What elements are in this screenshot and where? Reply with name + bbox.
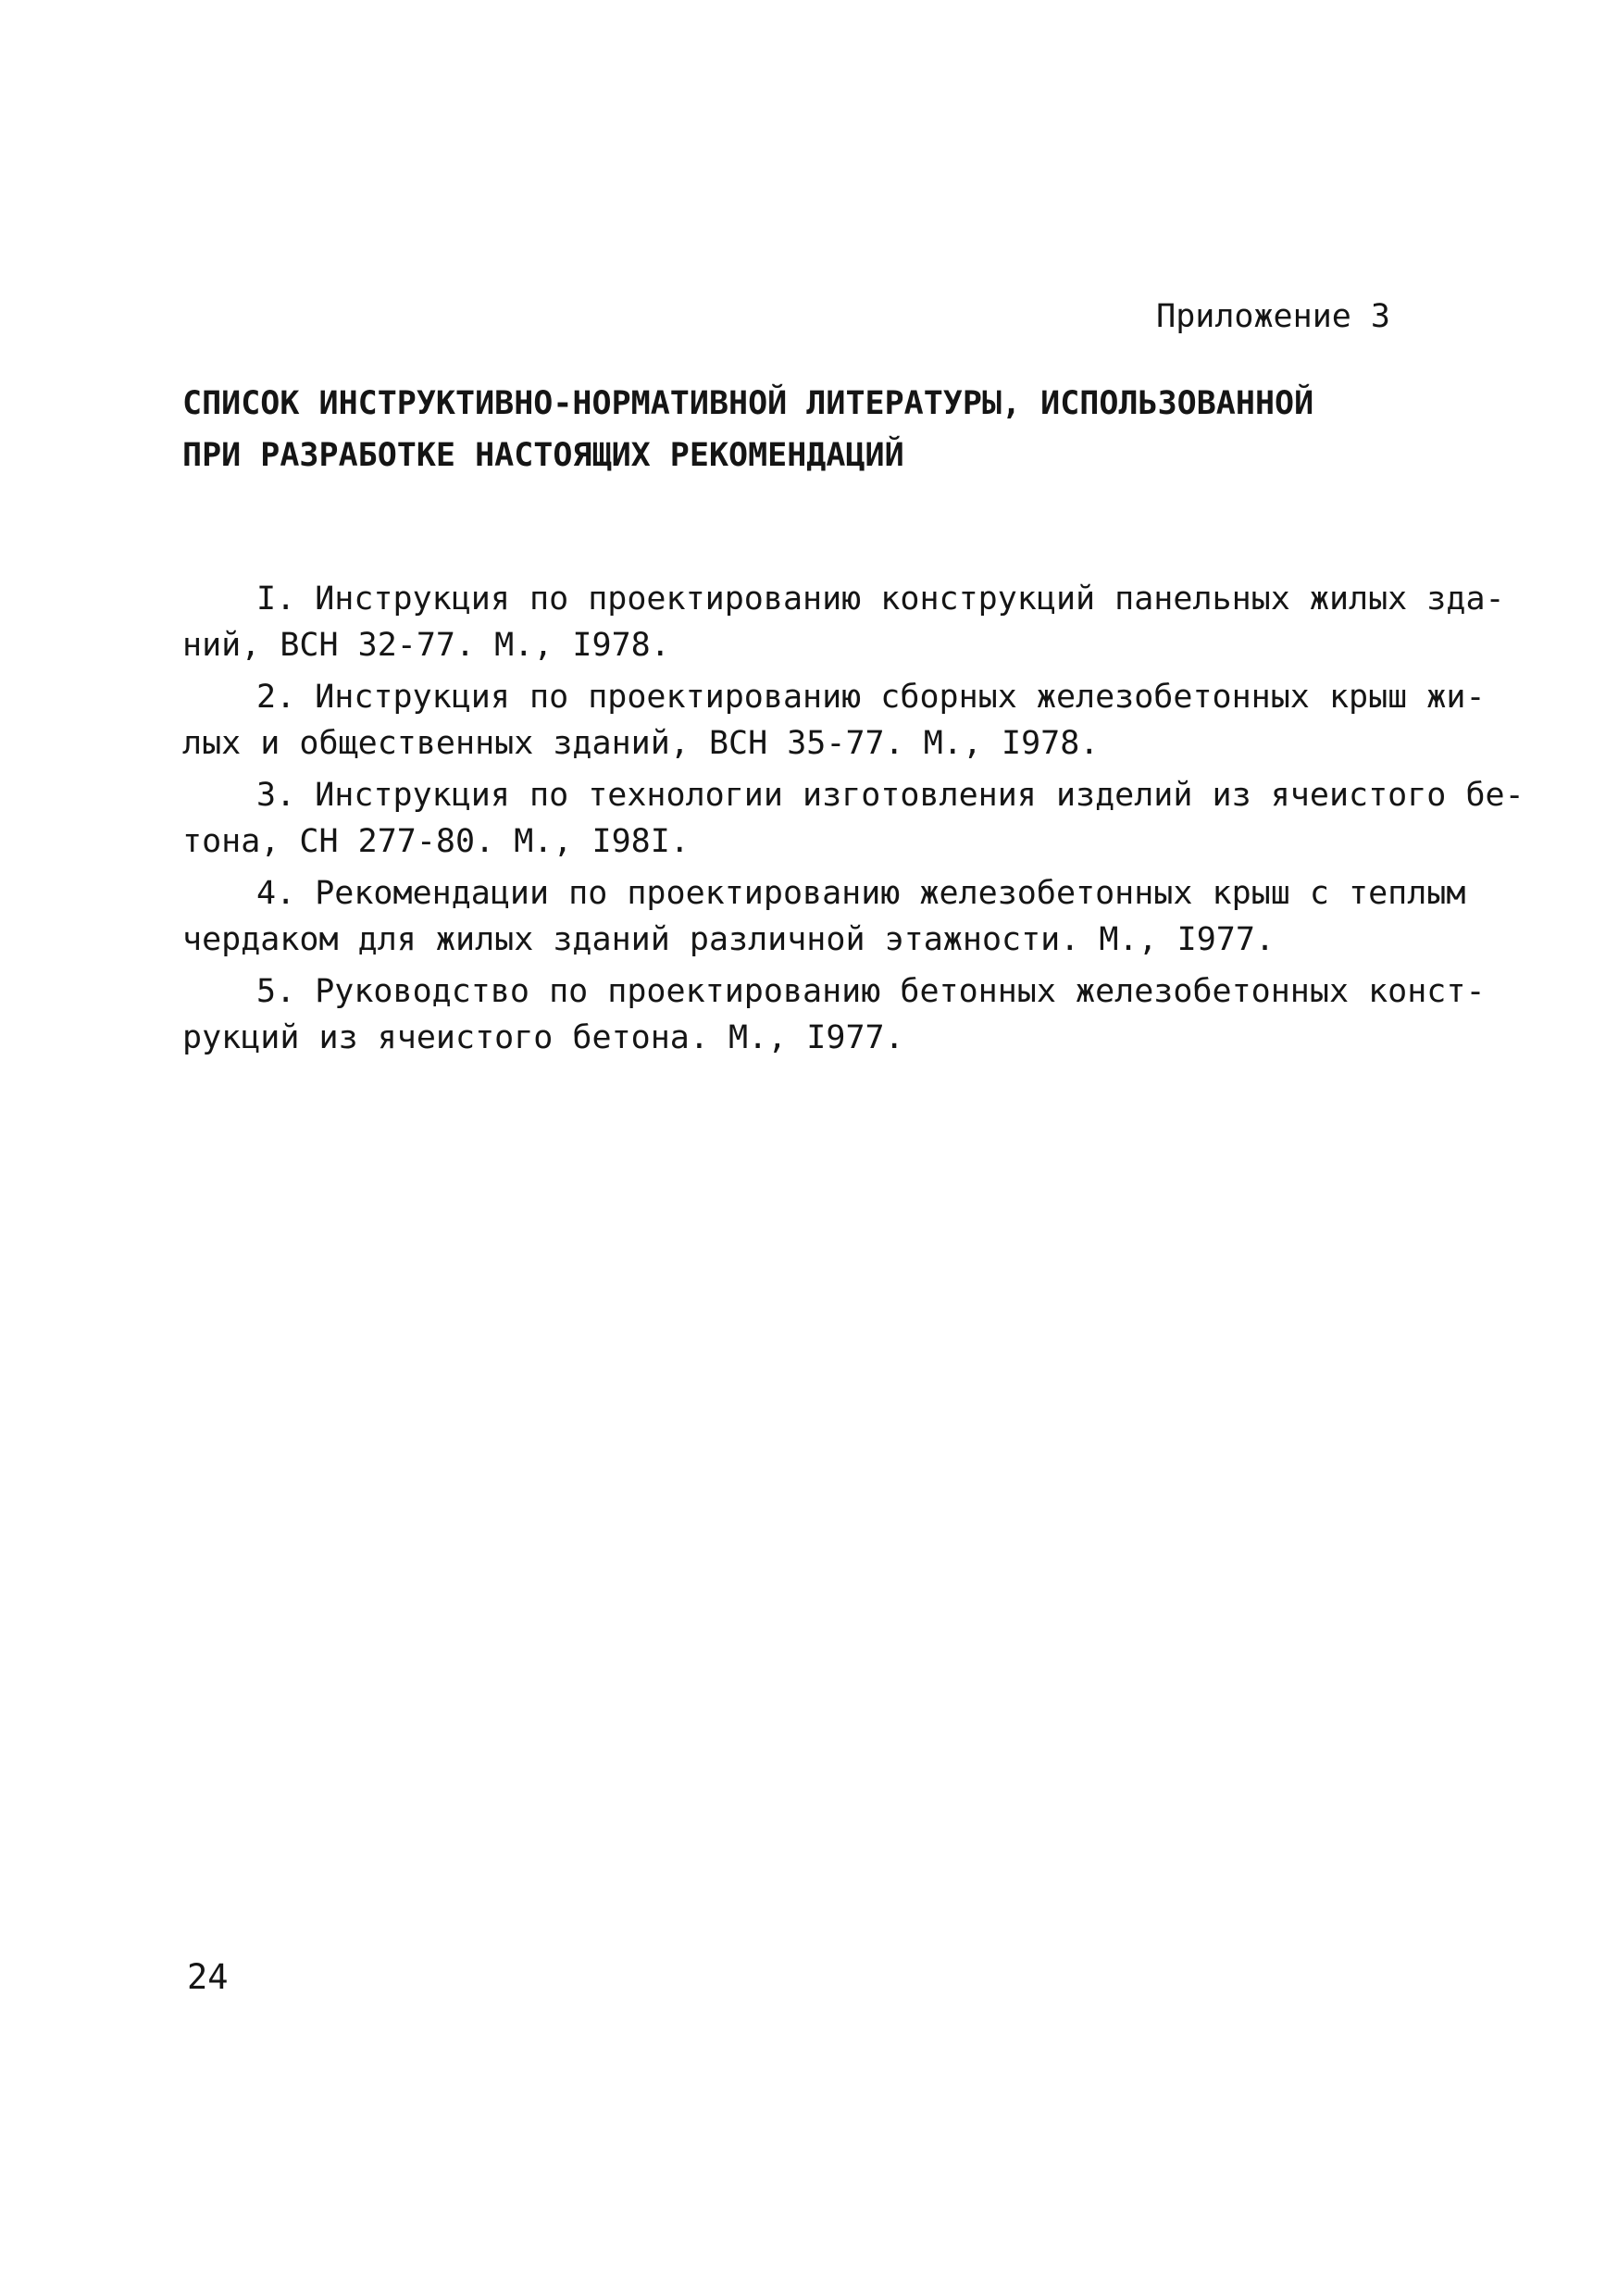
reference-1-line-2: ний, ВСН 32-77. М., I978. xyxy=(182,627,670,664)
reference-4-line-2: чердаком для жилых зданий различной этажности. М., I977. xyxy=(182,921,1276,958)
reference-3-line-2: тона, СН 277-80. М., I98I. xyxy=(182,823,690,860)
reference-1-line-1: I. Инструкция по проектированию конструкций панельных жилых зда- xyxy=(256,580,1505,618)
document-title xyxy=(182,378,1432,481)
reference-item-2 xyxy=(182,674,1486,767)
page-number: 24 xyxy=(187,1957,229,1997)
reference-item-4 xyxy=(182,870,1466,963)
appendix-label: Приложение 3 xyxy=(1156,298,1390,335)
reference-item-3 xyxy=(182,772,1525,865)
reference-item-1 xyxy=(182,576,1505,668)
title-line-2: ПРИ РАЗРАБОТКЕ НАСТОЯЩИХ РЕКОМЕНДАЦИЙ xyxy=(182,437,904,474)
reference-3-line-1: 3. Инструкция по технологии изготовления изделий из ячеистого бе- xyxy=(256,777,1525,814)
reference-4-line-1: 4. Рекомендации по проектированию железобетонных крыш с теплым xyxy=(256,875,1466,912)
reference-2-line-2: лых и общественных зданий, ВСН 35-77. М., I978. xyxy=(182,725,1100,762)
reference-5-line-1: 5. Руководство по проектированию бетонных железобетонных конст- xyxy=(256,973,1486,1010)
reference-2-line-1: 2. Инструкция по проектированию сборных железобетонных крыш жи- xyxy=(256,679,1486,716)
reference-list xyxy=(182,576,1525,1067)
title-line-1: СПИСОК ИНСТРУКТИВНО-НОРМАТИВНОЙ ЛИТЕРАТУРЫ, ИСПОЛЬЗОВАННОЙ xyxy=(182,385,1314,422)
reference-item-5 xyxy=(182,968,1486,1061)
reference-5-line-2: рукций из ячеистого бетона. М., I977. xyxy=(182,1019,904,1056)
